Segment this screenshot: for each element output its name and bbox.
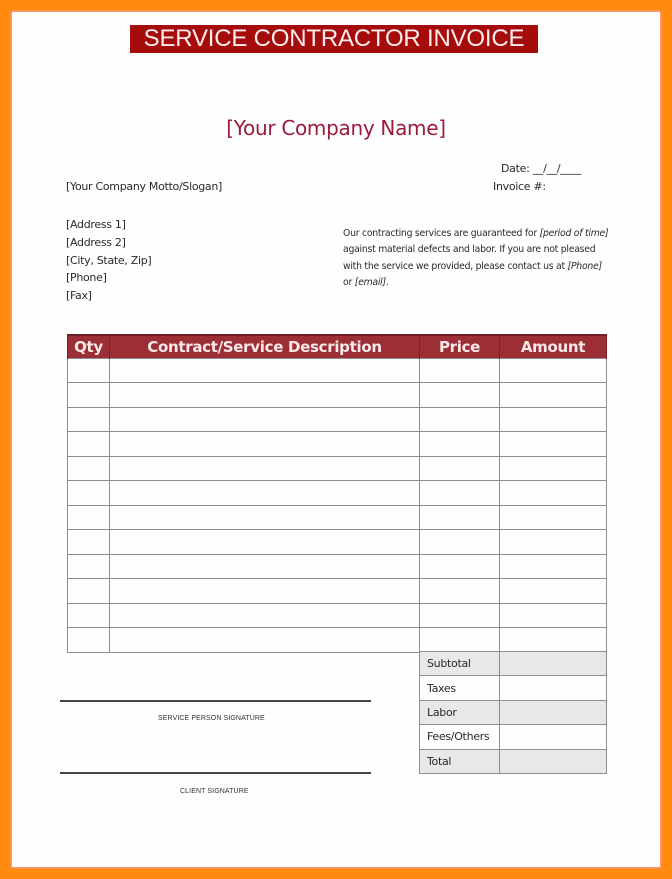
amount-cell[interactable] [500,579,607,604]
table-row [68,407,607,432]
table-row [68,432,607,457]
guarantee-phone-placeholder[interactable]: [Phone] [567,260,602,272]
price-cell[interactable] [420,579,500,604]
total-value[interactable] [500,749,607,773]
description-cell[interactable] [110,554,420,579]
description-cell[interactable] [110,432,420,457]
amount-cell[interactable] [500,530,607,555]
invoice-title: SERVICE CONTRACTOR INVOICE [130,25,538,53]
totals-row-fees [420,725,607,749]
qty-cell[interactable] [68,383,110,408]
invoice-number-field[interactable]: Invoice #: [493,180,546,193]
subtotal-value[interactable] [500,652,607,676]
totals-row-subtotal [420,652,607,676]
amount-cell[interactable] [500,603,607,628]
table-row [68,481,607,506]
guarantee-text-part: or [343,277,355,289]
price-cell[interactable] [420,505,500,530]
description-cell[interactable] [110,579,420,604]
column-header-amount: Amount [500,335,607,358]
table-row [68,628,607,653]
price-cell[interactable] [420,554,500,579]
qty-cell[interactable] [68,579,110,604]
labor-value[interactable] [500,700,607,724]
description-cell[interactable] [110,358,420,383]
labor-label: Labor [420,700,500,724]
column-header-qty: Qty [68,335,110,358]
qty-cell[interactable] [68,505,110,530]
price-cell[interactable] [420,432,500,457]
guarantee-text-part: Our contracting services are guaranteed for [343,228,540,239]
table-row [68,579,607,604]
description-cell[interactable] [110,628,420,653]
price-cell[interactable] [420,530,500,555]
amount-cell[interactable] [500,432,607,457]
table-row [68,554,607,579]
qty-cell[interactable] [68,481,110,506]
description-cell[interactable] [110,456,420,481]
subtotal-label: Subtotal [420,652,500,676]
amount-cell[interactable] [500,407,607,432]
address-fax[interactable]: [Fax] [66,289,92,303]
client-signature-line[interactable] [60,772,371,774]
guarantee-text [343,226,609,292]
description-cell[interactable] [110,383,420,408]
qty-cell[interactable] [68,554,110,579]
guarantee-text-part: . [385,277,389,289]
table-row [68,456,607,481]
qty-cell[interactable] [68,603,110,628]
company-name[interactable]: [Your Company Name] [226,116,446,140]
taxes-label: Taxes [420,676,500,700]
price-cell[interactable] [420,358,500,383]
qty-cell[interactable] [68,456,110,481]
description-cell[interactable] [110,505,420,530]
totals-table [419,651,607,774]
price-cell[interactable] [420,603,500,628]
guarantee-email-placeholder[interactable]: [email] [354,277,386,289]
address-city-state-zip[interactable]: [City, State, Zip] [66,253,152,267]
table-row [68,505,607,530]
taxes-value[interactable] [500,676,607,700]
description-cell[interactable] [110,407,420,432]
client-signature-label: CLIENT SIGNATURE [180,788,249,795]
invoice-page [12,12,660,867]
address-phone[interactable]: [Phone] [66,271,107,285]
price-cell[interactable] [420,456,500,481]
amount-cell[interactable] [500,383,607,408]
total-label: Total [420,749,500,773]
guarantee-period-placeholder[interactable]: [period of time] [539,228,609,239]
qty-cell[interactable] [68,358,110,383]
service-person-signature-line[interactable] [60,700,371,702]
table-row [68,358,607,383]
amount-cell[interactable] [500,456,607,481]
table-row [68,530,607,555]
description-cell[interactable] [110,481,420,506]
totals-row-taxes [420,676,607,700]
guarantee-text-part: against material defects and labor. If you are not pleased with the service we provided, please contact us at [343,244,596,272]
fees-value[interactable] [500,725,607,749]
qty-cell[interactable] [68,530,110,555]
price-cell[interactable] [420,407,500,432]
items-table-header [68,335,607,358]
column-header-description: Contract/Service Description [110,335,420,358]
address-line-1[interactable]: [Address 1] [66,218,126,231]
price-cell[interactable] [420,481,500,506]
date-field[interactable]: Date: __/__/____ [501,162,582,175]
fees-label: Fees/Others [420,725,500,749]
address-line-2[interactable]: [Address 2] [66,235,126,249]
qty-cell[interactable] [68,407,110,432]
amount-cell[interactable] [500,481,607,506]
description-cell[interactable] [110,530,420,555]
column-header-price: Price [420,335,500,358]
totals-row-labor [420,700,607,724]
description-cell[interactable] [110,603,420,628]
address-block [66,216,151,305]
amount-cell[interactable] [500,628,607,653]
table-row [68,383,607,408]
company-motto[interactable]: [Your Company Motto/Slogan] [66,180,223,193]
qty-cell[interactable] [68,432,110,457]
amount-cell[interactable] [500,505,607,530]
table-row [68,603,607,628]
price-cell[interactable] [420,383,500,408]
service-person-signature-label: SERVICE PERSON SIGNATURE [158,715,265,722]
price-cell[interactable] [420,628,500,653]
amount-cell[interactable] [500,358,607,383]
totals-row-total [420,749,607,773]
items-table [67,334,607,653]
amount-cell[interactable] [500,554,607,579]
qty-cell[interactable] [68,628,110,653]
